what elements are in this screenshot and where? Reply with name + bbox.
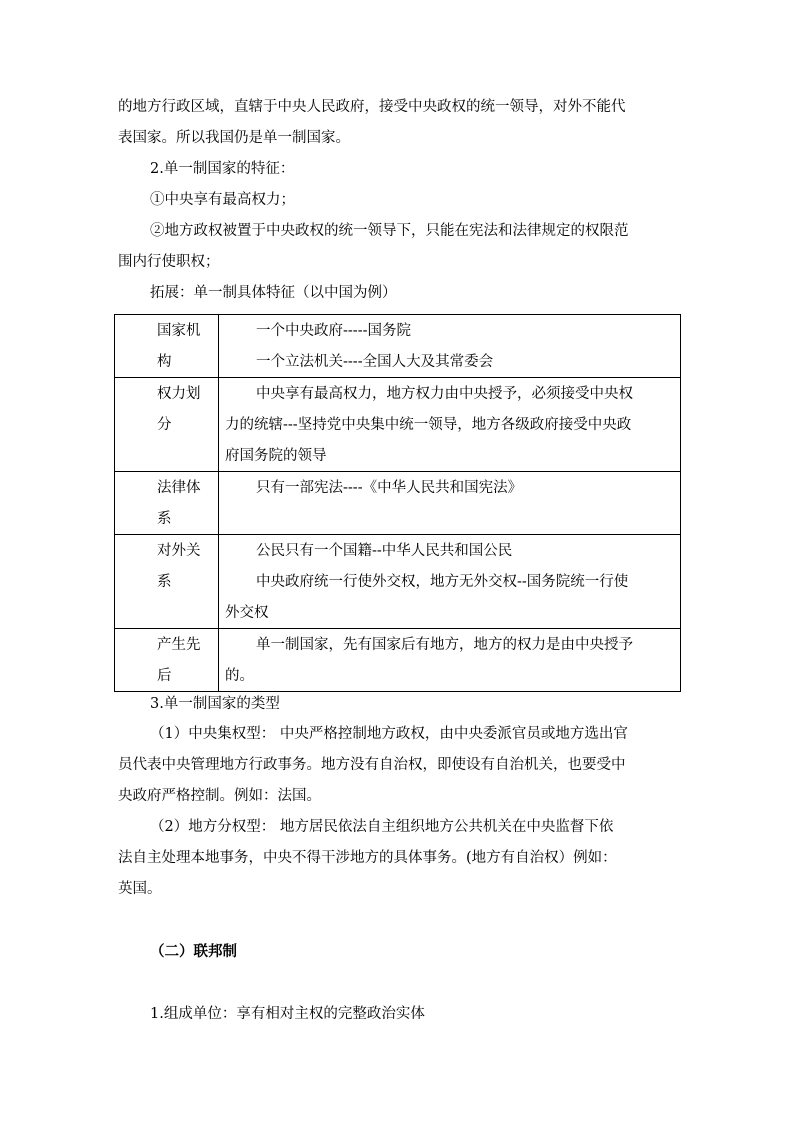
type-central-text: 员代表中央管理地方行政事务。地方没有自治权，即使设有自治机关，也要受中 [118, 757, 626, 773]
row-content-text: 中央享有最高权力，地方权力由中央授予，必须接受中央权 [256, 386, 633, 402]
feature-item: ②地方政权被置于中央政权的统一领导下，只能在宪法和法律规定的权限范 [150, 223, 629, 239]
text-line: 的地方行政区域，直辖于中央人民政府，接受中央政权的统一领导，对外不能代 [118, 99, 626, 115]
table-row [115, 472, 681, 535]
row-content-cell [219, 472, 681, 535]
row-content-cell [219, 535, 681, 629]
type-central-text: 央政府严格控制。例如：法国。 [118, 788, 321, 804]
row-content-text: 府国务院的领导 [225, 448, 327, 464]
row-content-text: 中央政府统一行使外交权，地方无外交权--国务院统一行使 [256, 574, 629, 590]
table-row [115, 535, 681, 629]
feature-item: 围内行使职权； [118, 254, 220, 270]
row-content-text: 一个中央政府-----国务院 [256, 323, 411, 339]
type-local-text: 英国。 [118, 881, 162, 897]
row-content-text: 只有一部宪法----《中华人民共和国宪法》 [256, 480, 523, 496]
row-header-text: 权力划 [157, 386, 201, 402]
row-content-text: 外交权 [225, 605, 269, 621]
federal-point: 1.组成单位：享有相对主权的完整政治实体 [150, 1006, 425, 1022]
row-content-cell [219, 629, 681, 692]
row-header-cell [115, 535, 219, 629]
row-content-cell [219, 378, 681, 472]
table-row [115, 629, 681, 692]
table-row [115, 315, 681, 378]
features-table [114, 314, 681, 692]
row-header-cell [115, 378, 219, 472]
row-content-text: 单一制国家，先有国家后有地方，地方的权力是由中央授予 [256, 637, 633, 653]
row-header-text: 分 [157, 417, 172, 433]
type-central-text: （1）中央集权型： 中央严格控制地方政权，由中央委派官员或地方选出官 [150, 726, 628, 742]
feature-item: ①中央享有最高权力； [150, 192, 295, 208]
text-line: 表国家。所以我国仍是单一制国家。 [118, 130, 350, 146]
row-content-text: 一个立法机关----全国人大及其常委会 [256, 354, 494, 370]
table-row [115, 378, 681, 472]
row-header-text: 对外关 [157, 543, 201, 559]
row-header-cell [115, 315, 219, 378]
row-content-cell [219, 315, 681, 378]
section-heading: 3.单一制国家的类型 [150, 696, 280, 712]
row-header-text: 构 [157, 354, 172, 370]
type-local-text: 法自主处理本地事务，中央不得干涉地方的具体事务。(地方有自治权）例如： [118, 850, 617, 866]
table-caption: 拓展：单一制具体特征（以中国为例） [150, 285, 397, 301]
type-local-text: （2）地方分权型： 地方居民依法自主组织地方公共机关在中央监督下依 [150, 819, 614, 835]
row-header-text: 法律体 [157, 480, 201, 496]
row-header-text: 系 [157, 574, 172, 590]
row-content-text: 的。 [225, 668, 254, 684]
section-heading: 2.单一制国家的特征： [150, 161, 295, 177]
row-header-text: 国家机 [157, 323, 201, 339]
row-header-cell [115, 472, 219, 535]
federal-heading: （二）联邦制 [150, 943, 237, 960]
row-header-text: 后 [157, 668, 172, 684]
row-header-text: 系 [157, 511, 172, 527]
row-content-text: 力的统辖---坚持党中央集中统一领导，地方各级政府接受中央政 [225, 417, 632, 433]
row-content-text: 公民只有一个国籍--中华人民共和国公民 [256, 543, 513, 559]
row-header-text: 产生先 [157, 637, 201, 653]
row-header-cell [115, 629, 219, 692]
